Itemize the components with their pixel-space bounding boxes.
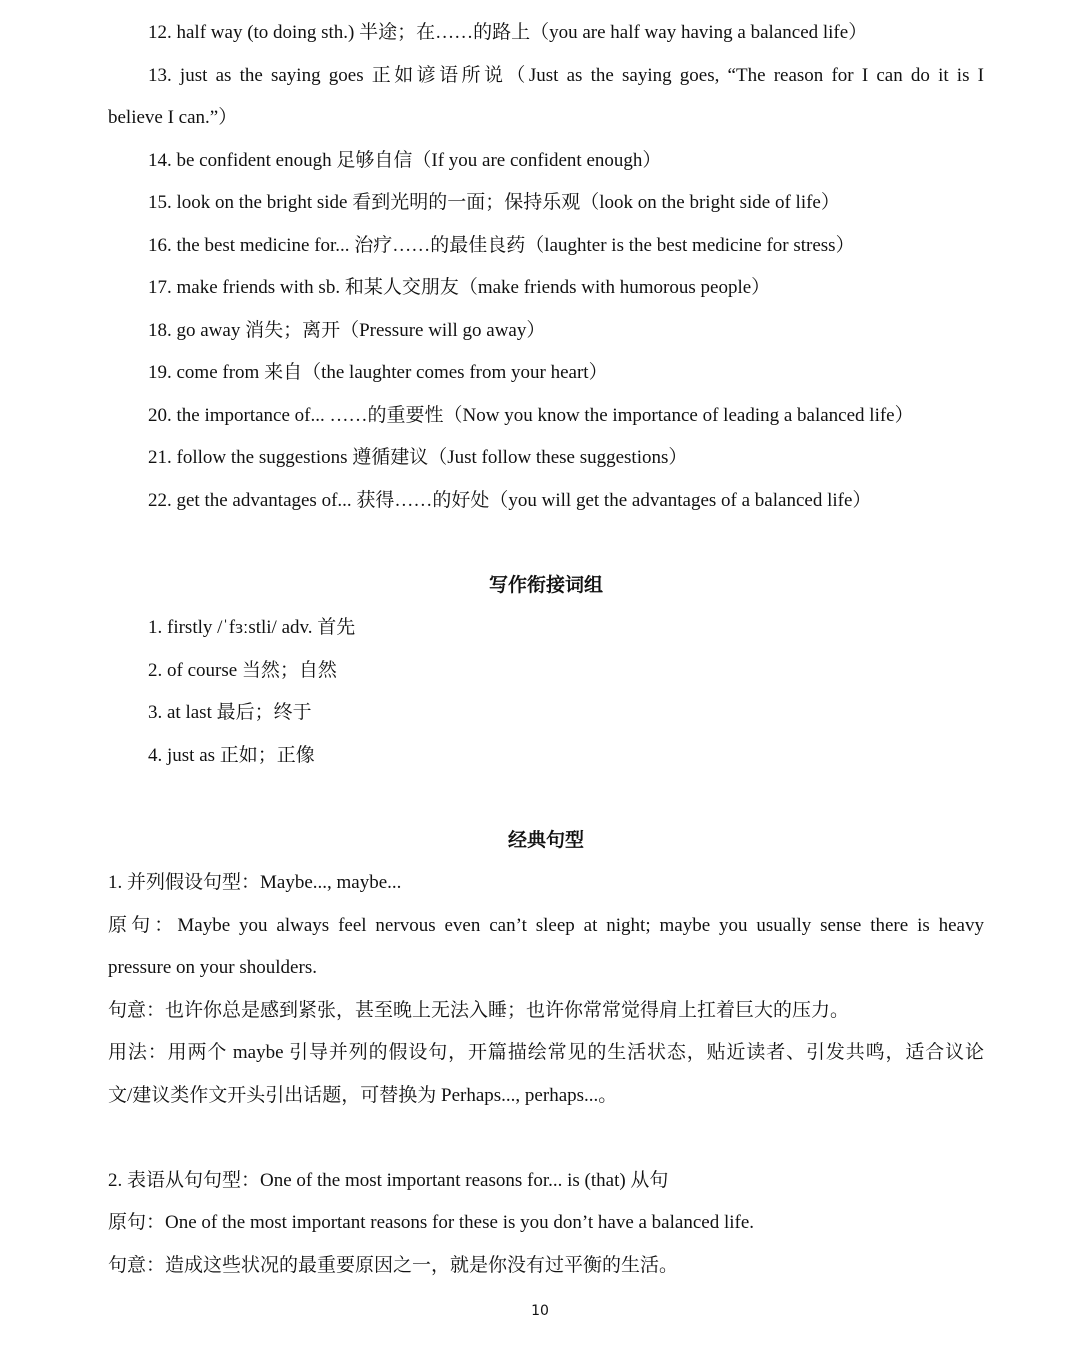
- phrase-item: 16. the best medicine for... 治疗……的最佳良药（laughter is the best medicine for stress）: [148, 234, 855, 256]
- phrase-item: 14. be confident enough 足够自信（If you are confident enough）: [148, 149, 662, 171]
- connective-item: 4. just as 正如；正像: [148, 744, 315, 766]
- section-heading-sentences: 经典句型: [507, 829, 584, 851]
- phrase-item: 15. look on the bright side 看到光明的一面；保持乐观（look on the bright side of life）: [148, 192, 840, 213]
- phrase-item: 20. the importance of... ……的重要性（Now you know the importance of leading a balanced life）: [148, 404, 914, 426]
- connective-item: 2. of course 当然；自然: [148, 659, 337, 681]
- spacer: [108, 1117, 984, 1160]
- sentence-pattern-title: 2. 表语从句句型：One of the most important reasons for... is (that) 从句: [108, 1169, 669, 1191]
- document-page: [108, 12, 984, 1287]
- sentence-usage: 用法：用两个 maybe 引导并列的假设句，开篇描绘常见的生活状态，贴近读者、引发共鸣，适合议论: [108, 1042, 984, 1063]
- sentence-usage-continuation: 文/建议类作文开头引出话题，可替换为 Perhaps..., perhaps...。: [108, 1084, 618, 1106]
- connective-item: 3. at last 最后；终于: [148, 702, 312, 723]
- phrase-item: 19. come from 来自（the laughter comes from your heart）: [148, 362, 608, 383]
- sentence-meaning: 句意：也许你总是感到紧张，甚至晚上无法入睡；也许你常常觉得肩上扛着巨大的压力。: [108, 999, 850, 1021]
- original-sentence: 原句：One of the most important reasons for these is you don’t have a balanced life.: [108, 1212, 755, 1233]
- phrase-item: 13. just as the saying goes 正如谚语所说（Just as the saying goes, “The reason for I can do it is I: [148, 64, 984, 86]
- section-heading-connectives: 写作衔接词组: [488, 574, 603, 596]
- phrase-item: 17. make friends with sb. 和某人交朋友（make friends with humorous people）: [148, 277, 771, 298]
- sentence-meaning: 句意：造成这些状况的最重要原因之一，就是你没有过平衡的生活。: [108, 1254, 679, 1276]
- spacer: [108, 777, 984, 820]
- original-sentence-continuation: pressure on your shoulders.: [108, 957, 317, 978]
- phrase-item: 18. go away 消失；离开（Pressure will go away）: [148, 319, 546, 341]
- phrase-item: 21. follow the suggestions 遵循建议（Just follow these suggestions）: [148, 447, 688, 468]
- spacer: [108, 522, 984, 565]
- phrase-item: 12. half way (to doing sth.) 半途；在……的路上（you are half way having a balanced life）: [148, 22, 868, 43]
- connective-item: 1. firstly /ˈfɜːstli/ adv. 首先: [148, 617, 356, 638]
- phrase-item-continuation: believe I can.”）: [108, 107, 238, 128]
- phrase-item: 22. get the advantages of... 获得……的好处（you will get the advantages of a balanced life）: [148, 489, 872, 511]
- page-number: 10: [531, 1303, 549, 1319]
- sentence-pattern-title: 1. 并列假设句型：Maybe..., maybe...: [108, 872, 402, 893]
- original-sentence: 原句：Maybe you always feel nervous even can’t sleep at night; maybe you usually sense there is heavy: [108, 914, 984, 936]
